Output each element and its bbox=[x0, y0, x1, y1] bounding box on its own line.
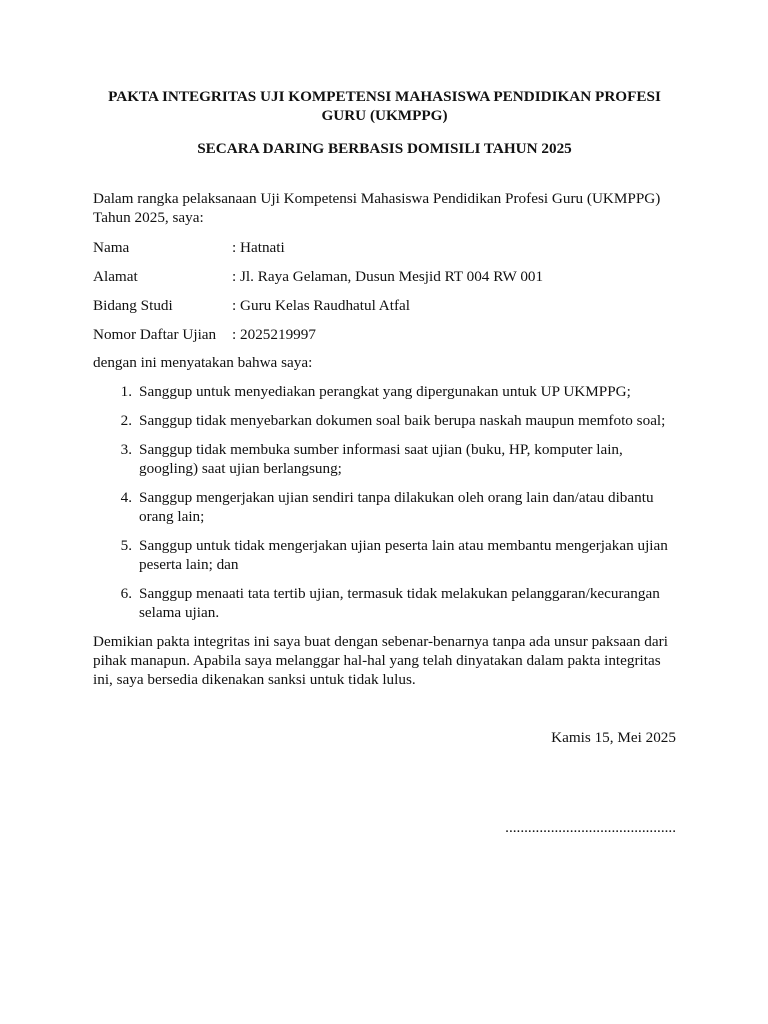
list-item bbox=[93, 584, 676, 622]
list-item-text: Sanggup untuk menyediakan perangkat yang dipergunakan untuk UP UKMPPG; bbox=[139, 383, 631, 400]
identity-fields bbox=[93, 238, 676, 344]
field-label: Alamat bbox=[93, 268, 138, 285]
list-item-number: 4. bbox=[120, 489, 132, 506]
list-item-text: Sanggup untuk tidak mengerjakan ujian peserta lain atau membantu mengerjakan ujian peserta lain; dan bbox=[139, 537, 668, 573]
document-page bbox=[93, 87, 676, 837]
statement-lead: dengan ini menyatakan bahwa saya: bbox=[93, 354, 313, 371]
field-value: : Jl. Raya Gelaman, Dusun Mesjid RT 004 RW 001 bbox=[232, 268, 544, 285]
list-item-number: 3. bbox=[120, 441, 132, 458]
field-value: : Hatnati bbox=[232, 239, 285, 256]
field-row-alamat bbox=[93, 267, 676, 286]
closing-paragraph: Demikian pakta integritas ini saya buat dengan sebenar-benarnya tanpa ada unsur paksaan dari pihak manapun. Apabila saya melanggar hal-hal yang telah dinyatakan dalam pakta integritas ini, saya bersedia dikenakan sanksi untuk tidak lulus. bbox=[93, 633, 668, 688]
list-item bbox=[93, 382, 676, 401]
list-item bbox=[93, 411, 676, 430]
intro-paragraph: Dalam rangka pelaksanaan Uji Kompetensi Mahasiswa Pendidikan Profesi Guru (UKMPPG) Tahun 2025, saya: bbox=[93, 190, 661, 226]
field-row-nomor-daftar-ujian bbox=[93, 325, 676, 344]
document-subtitle: SECARA DARING BERBASIS DOMISILI TAHUN 2025 bbox=[197, 140, 572, 157]
field-label: Nomor Daftar Ujian bbox=[93, 326, 217, 343]
statement-list bbox=[93, 382, 676, 622]
list-item-text: Sanggup tidak menyebarkan dokumen soal baik berupa naskah maupun memfoto soal; bbox=[139, 412, 666, 429]
field-row-nama bbox=[93, 238, 676, 257]
signing-date: Kamis 15, Mei 2025 bbox=[551, 729, 676, 746]
field-value: : 2025219997 bbox=[232, 326, 316, 343]
document-title: PAKTA INTEGRITAS UJI KOMPETENSI MAHASISWA PENDIDIKAN PROFESI GURU (UKMPPG) bbox=[108, 88, 661, 124]
list-item-number: 1. bbox=[120, 383, 132, 400]
field-row-bidang-studi bbox=[93, 296, 676, 315]
field-value: : Guru Kelas Raudhatul Atfal bbox=[232, 297, 410, 314]
list-item-text: Sanggup mengerjakan ujian sendiri tanpa dilakukan oleh orang lain dan/atau dibantu orang lain; bbox=[139, 489, 654, 525]
list-item-number: 5. bbox=[120, 537, 132, 554]
field-label: Bidang Studi bbox=[93, 297, 173, 314]
field-label: Nama bbox=[93, 239, 130, 256]
list-item-text: Sanggup tidak membuka sumber informasi saat ujian (buku, HP, komputer lain, googling) saat ujian berlangsung; bbox=[139, 441, 623, 477]
list-item bbox=[93, 536, 676, 574]
list-item-number: 2. bbox=[120, 412, 132, 429]
list-item-number: 6. bbox=[120, 585, 132, 602]
list-item bbox=[93, 440, 676, 478]
list-item bbox=[93, 488, 676, 526]
signature-line: ............................................. bbox=[505, 819, 676, 836]
list-item-text: Sanggup menaati tata tertib ujian, termasuk tidak melakukan pelanggaran/kecurangan selama ujian. bbox=[139, 585, 660, 621]
